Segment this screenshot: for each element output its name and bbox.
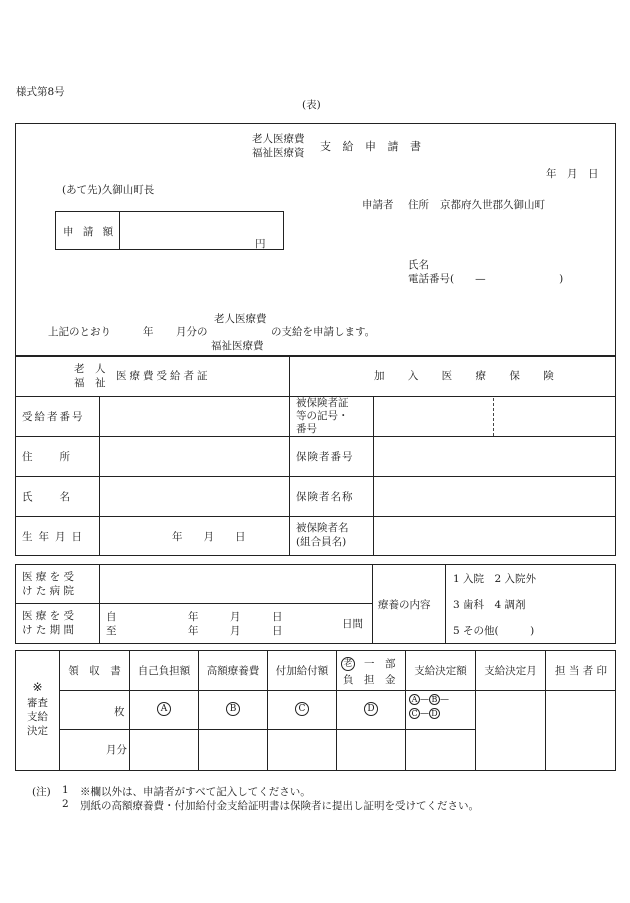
insured-mark-input[interactable] [374, 397, 615, 435]
recipient-no-label: 受給者番号 [22, 411, 85, 423]
mark-b-icon: B [199, 702, 267, 716]
insurer-no-input[interactable] [374, 437, 615, 475]
decision-amount-header: 支給決定額 [414, 665, 467, 677]
birth-label: 生年月日 [22, 531, 88, 543]
notes-label: (注) [32, 786, 51, 798]
from-label: 自 [106, 611, 117, 623]
recipient-address-input[interactable] [100, 437, 288, 475]
period-label: 医 療 を 受 け た 期 間 [22, 610, 75, 636]
hospital-label: 医 療 を 受 け た 病 院 [22, 571, 75, 597]
date-field[interactable]: 年 月 日 [546, 168, 599, 180]
address-value[interactable]: 京都府久世郡久御山町 [440, 199, 545, 211]
note-2-no: 2 [62, 798, 69, 810]
address-row-label: 住 所 [22, 451, 72, 463]
amount-label: 申 請 額 [63, 226, 117, 238]
review-mark: ※ [32, 680, 43, 694]
statement-suffix: の支給を申請します。 [271, 326, 376, 338]
mark-a-icon: A [130, 702, 198, 716]
insurer-name-label: 保険者名称 [296, 491, 354, 503]
months-unit: 月分 [106, 744, 127, 756]
to-label: 至 [106, 625, 117, 637]
month-count-input[interactable] [60, 730, 104, 770]
high-cost-header: 高額療養費 [206, 665, 260, 677]
certificate-header: 医療費受給者証 [116, 370, 211, 382]
form-number: 様式第8号 [16, 86, 65, 98]
statement-year[interactable]: 年 [143, 326, 154, 338]
address-label: 住所 [408, 199, 429, 211]
statement-prefix: 上記のとおり [48, 326, 111, 338]
statement-month[interactable]: 月分の [176, 326, 208, 338]
hospital-input[interactable] [100, 565, 371, 602]
recipient-no-input[interactable] [100, 397, 288, 435]
content-option-3[interactable]: 5 その他( ) [453, 625, 535, 637]
addressee: (あて先)久御山町長 [62, 184, 155, 196]
insured-mark-label: 被保険者証 等の記号・ 番号 [296, 397, 349, 435]
additional-header: 付加給付額 [275, 665, 329, 677]
note-1-no: 1 [62, 784, 69, 796]
self-pay-header: 自己負担額 [137, 665, 191, 677]
phone-field[interactable]: 電話番号( — ) [408, 273, 564, 285]
stamp-header: 担 当 者 印 [554, 665, 607, 677]
sheets-unit: 枚 [114, 706, 125, 718]
applicant-label: 申請者 [362, 199, 394, 211]
partial-line2: 負 担 金 [343, 674, 396, 686]
decision-formula-1: A — B — [409, 694, 449, 705]
decision-formula-2: C — D [409, 708, 440, 719]
elderly-label: 老 人 [74, 363, 106, 375]
title-line2: 福祉医療資 [252, 147, 305, 159]
decision-month-input[interactable] [476, 691, 545, 770]
mark-c-icon: C [268, 702, 336, 716]
partial-circle-icon: 老 [341, 657, 355, 671]
days-label: 日間 [342, 618, 363, 630]
insurer-no-label: 保険者番号 [296, 451, 354, 463]
decision-month-header: 支給決定月 [484, 665, 537, 677]
form-title: 支 給 申 請 書 [320, 140, 425, 153]
mark-d-icon: D [337, 702, 405, 716]
statement-opt-welfare: 福祉医療費 [211, 340, 264, 352]
content-option-1[interactable]: 1 入院 2 入院外 [453, 573, 537, 585]
review-label: 審査 支給 決定 [27, 697, 48, 737]
recipient-name-input[interactable] [100, 477, 288, 515]
insured-name-label: 被保険者名 (組合員名) [296, 522, 349, 548]
statement-opt-elderly: 老人医療費 [214, 313, 267, 325]
stamp-input[interactable] [546, 691, 615, 770]
content-label: 療養の内容 [378, 599, 431, 611]
partial-line1: 一 部 [364, 658, 396, 670]
yen-unit: 円 [255, 238, 266, 250]
name-row-label: 氏 名 [22, 491, 72, 503]
welfare-label: 福 祉 [74, 377, 106, 389]
title-line1: 老人医療費 [252, 133, 305, 145]
content-option-2[interactable]: 3 歯科 4 調剤 [453, 599, 526, 611]
note-1: ※欄以外は、申請者がすべて記入してください。 [80, 786, 311, 798]
receipts-header: 領 収 書 [68, 665, 121, 677]
side-label: (表) [302, 99, 321, 111]
note-2: 別紙の高額療養費・付加給付金支給証明書は保険者に提出し証明を受けてください。 [80, 800, 479, 812]
to-date[interactable]: 年 月 日 [188, 625, 283, 637]
insurer-name-input[interactable] [374, 477, 615, 515]
insured-name-input[interactable] [374, 517, 615, 555]
insurance-header: 加 入 医 療 保 険 [374, 370, 564, 382]
receipt-count-input[interactable] [60, 691, 112, 728]
birth-ymd[interactable]: 年 月 日 [172, 531, 246, 543]
name-label: 氏名 [408, 259, 429, 271]
from-date[interactable]: 年 月 日 [188, 611, 283, 623]
